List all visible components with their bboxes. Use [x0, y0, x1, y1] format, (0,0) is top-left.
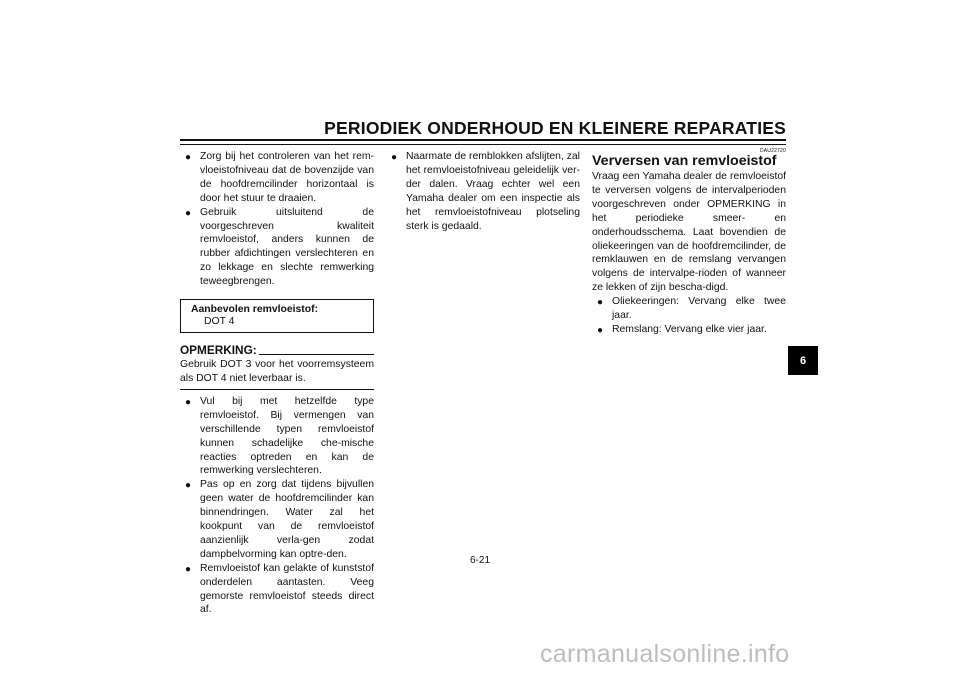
page-header-title: PERIODIEK ONDERHOUD EN KLEINERE REPARATIES: [324, 118, 786, 138]
column-1: [180, 150, 374, 617]
note-label: OPMERKING:: [180, 343, 257, 358]
bullet-icon: ●: [597, 297, 604, 309]
spec-box: [180, 299, 374, 333]
section-title: Verversen van remvloeistof: [592, 153, 777, 169]
header-rule-thick: [180, 139, 786, 141]
note-heading: [180, 344, 374, 357]
list-item: ● Oliekeeringen: Vervang elke twee jaar.: [597, 296, 786, 322]
list-item: ● Remslang: Vervang elke vier jaar.: [597, 323, 767, 336]
note-heading-rule: [259, 354, 374, 355]
list-item: ● Vul bij met hetzelfde type remvloeistof. Bij vermengen van verschillende typen remvloeistof kunnen schadelijke che-mische reacties optreden en kan de remwerking verslechteren.: [185, 395, 374, 477]
spec-box-value: DOT 4: [204, 316, 235, 328]
bullet-icon: ●: [185, 480, 192, 492]
bullet-list: [592, 295, 786, 337]
list-item: ● Zorg bij het controleren van het rem-vloeistofniveau dat de bovenzijde van de hoofdremcilinder horizontaal is door het stuur te draaien.: [185, 151, 374, 204]
watermark: carmanualsonline.info: [540, 640, 790, 668]
bullet-list-top: [180, 150, 374, 289]
section-code: DAU22720: [759, 148, 786, 154]
list-item: ● Gebruik uitsluitend de voorgeschreven kwaliteit remvloeistof, anders kunnen de rubber afdichtingen verslechteren en zo lekkage en slechte remwerking teweegbrengen.: [185, 206, 374, 288]
bullet-icon: ●: [391, 152, 398, 163]
column-3: [592, 150, 786, 337]
bullet-icon: ●: [185, 207, 192, 219]
list-item: ● Naarmate de remblokken afslijten, zal het remvloeistofniveau geleidelijk ver-der dalen. Vraag echter wel een Yamaha dealer om een inspectie als het remvloeistofniveau plotseling sterk is gedaald.: [391, 151, 580, 232]
bullet-list-bottom: [180, 395, 374, 618]
page-number: 6-21: [469, 555, 490, 566]
bullet-icon: ●: [185, 396, 192, 408]
note-end-rule: [180, 389, 374, 390]
column-2: [386, 150, 580, 233]
header-rule-thin: [180, 144, 786, 145]
chapter-tab: 6: [788, 346, 818, 375]
bullet-icon: ●: [185, 152, 192, 163]
bullet-icon: ●: [597, 324, 604, 336]
list-item: ● Pas op en zorg dat tijdens bijvullen geen water de hoofdremcilinder kan binnendringen. Water zal het kookpunt van de remvloeistof aanzienlijk verla-gen zodat dampbelvorming kan optre-den.: [185, 479, 374, 560]
bullet-icon: ●: [185, 563, 192, 575]
spec-box-title: Aanbevolen remvloeistof:: [191, 304, 319, 316]
note-text: Gebruik DOT 3 voor het voorremsysteem als DOT 4 niet leverbaar is.: [180, 359, 374, 384]
section-paragraph: Vraag een Yamaha dealer de remvloeistof te verversen volgens de intervalperioden voorgeschreven onder OPMERKING in het periodieke smeer- en onderhoudsschema. Laat bovendien de oliekeeringen van de hoofdremcilinder, de remklauwen en de remslang vervangen volgens de intervalpe-rioden of wanneer ze lekken of zijn bescha-digd.: [592, 171, 786, 294]
bullet-list: [386, 150, 580, 233]
list-item: ● Remvloeistof kan gelakte of kunststof onderdelen aantasten. Veeg gemorste remvloeistof steeds direct af.: [185, 562, 374, 616]
